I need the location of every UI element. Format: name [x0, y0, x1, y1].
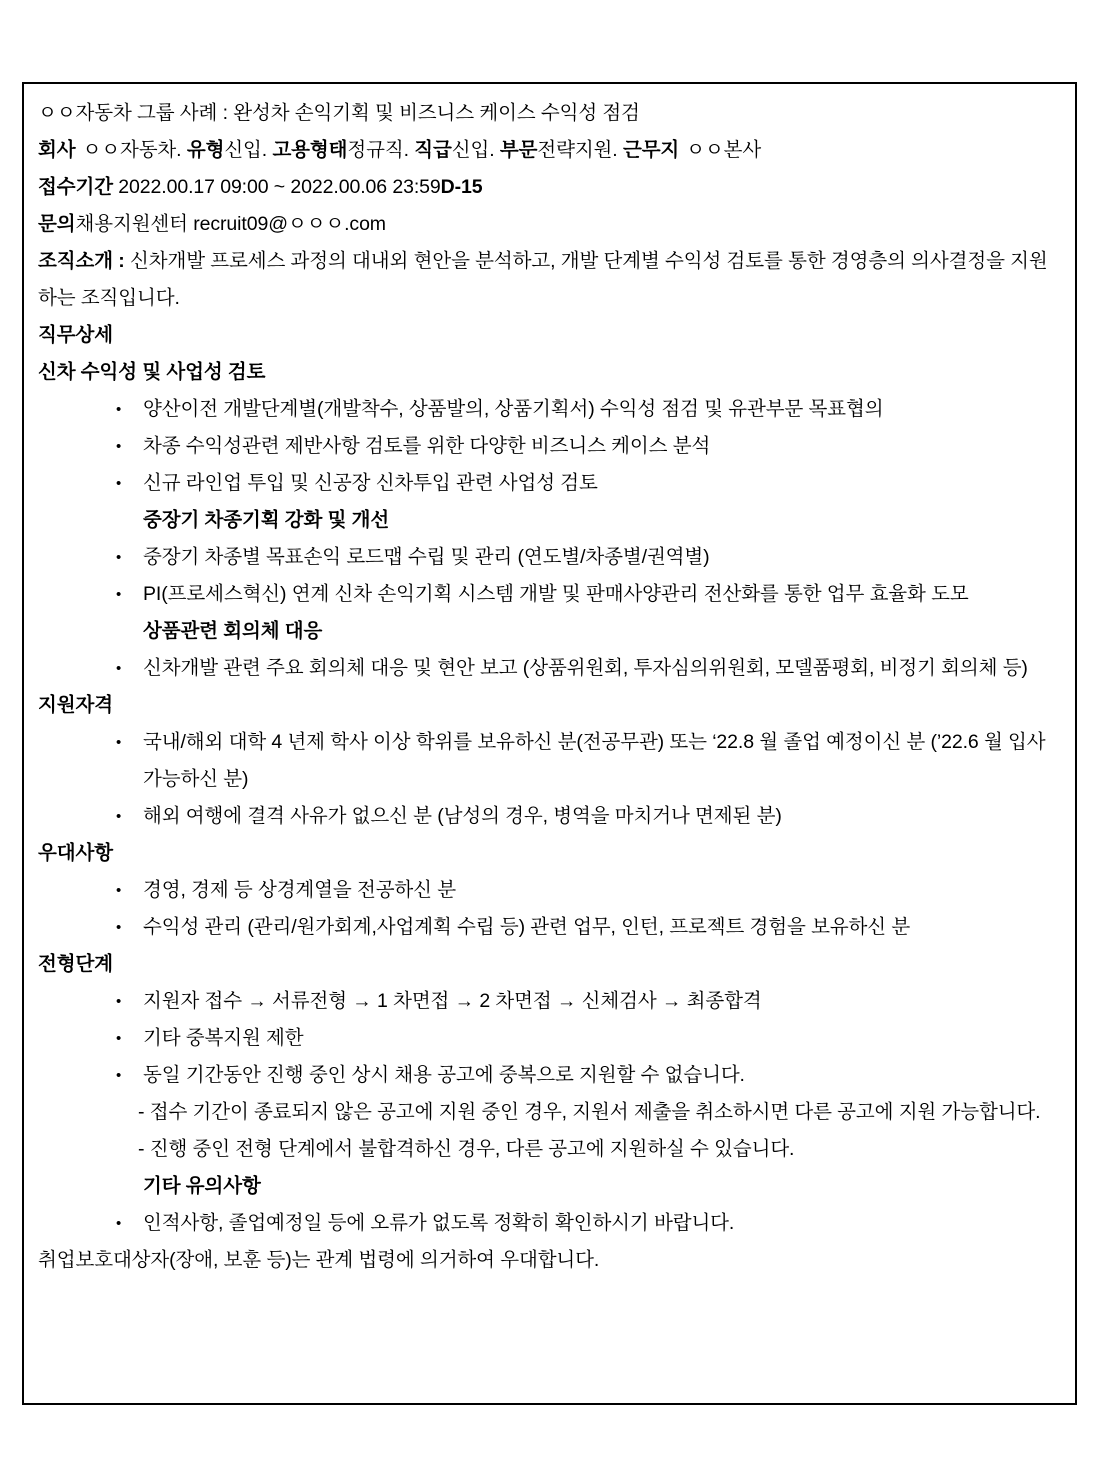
- application-period-label: 접수기간: [38, 176, 113, 198]
- document-body: [38, 94, 1061, 1279]
- list-item: • 경영, 경제 등 상경계열을 전공하신 분: [38, 872, 1061, 909]
- list-item-process-steps: • 지원자 접수 → 서류전형 → 1 차면접 → 2 차면접 → 신체검사 → 최종합격: [38, 983, 1061, 1020]
- company-label: 회사: [38, 139, 76, 161]
- contact-row: [38, 206, 1061, 243]
- org-intro-label: 조직소개 :: [38, 250, 125, 272]
- section-heading-preferences: 우대사항: [38, 842, 113, 864]
- position-label: 직급: [414, 139, 452, 161]
- position-value: 신입.: [451, 139, 495, 161]
- list-item: • 동일 기간동안 진행 중인 상시 채용 공고에 중복으로 지원할 수 없습니다.: [38, 1057, 1061, 1094]
- list-item: • 중장기 차종별 목표손익 로드맵 수립 및 관리 (연도별/차종별/권역별): [38, 539, 1061, 576]
- division-value: 전략지원.: [537, 139, 618, 161]
- list-item: • 국내/해외 대학 4 년제 학사 이상 학위를 보유하신 분(전공무관) 또는 ‘22.8 월 졸업 예정이신 분 (’22.6 월 입사 가능하신 분): [38, 724, 1061, 798]
- section-heading-qualifications: 지원자격: [38, 694, 113, 716]
- list-item: • 양산이전 개발단계별(개발착수, 상품발의, 상품기획서) 수익성 점검 및 유관부문 목표협의: [38, 391, 1061, 428]
- list-subheading: 기타 유의사항: [143, 1175, 261, 1197]
- dday-badge: D-15: [440, 176, 483, 198]
- preferences-list: [38, 872, 1061, 946]
- list-item: • 차종 수익성관련 제반사항 검토를 위한 다양한 비즈니스 케이스 분석: [38, 428, 1061, 465]
- list-item: • 신규 라인업 투입 및 신공장 신차투입 관련 사업성 검토: [38, 465, 1061, 502]
- location-label: 근무지: [622, 139, 680, 161]
- qualifications-list: [38, 724, 1061, 835]
- company-meta-row: [38, 132, 1061, 169]
- contact-value: 채용지원센터 recruit09@ㅇㅇㅇ.com: [75, 213, 386, 235]
- employment-label: 고용형태: [272, 139, 348, 161]
- list-subitem: - 접수 기간이 종료되지 않은 공고에 지원 중인 경우, 지원서 제출을 취소하시면 다른 공고에 지원 가능합니다.: [138, 1101, 1041, 1123]
- type-value: 신입.: [224, 139, 268, 161]
- application-period-value: 2022.00.17 09:00 ~ 2022.00.06 23:59: [118, 176, 441, 198]
- list-subheading: 중장기 차종기획 강화 및 개선: [143, 509, 390, 531]
- list-item: • 인적사항, 졸업예정일 등에 오류가 없도록 정확히 확인하시기 바랍니다.: [38, 1205, 1061, 1242]
- org-intro-paragraph: [38, 243, 1061, 317]
- list-item: • PI(프로세스혁신) 연계 신차 손익기획 시스템 개발 및 판매사양관리 전산화를 통한 업무 효율화 도모: [38, 576, 1061, 613]
- org-intro-text: 신차개발 프로세스 과정의 대내외 현안을 분석하고, 개발 단계별 수익성 검토를 통한 경영층의 의사결정을 지원하는 조직입니다.: [38, 250, 1048, 309]
- job-posting-document: [22, 82, 1077, 1405]
- employment-value: 정규직.: [347, 139, 409, 161]
- type-label: 유형: [186, 139, 225, 161]
- list-subitem: - 진행 중인 전형 단계에서 불합격하신 경우, 다른 공고에 지원하실 수 있습니다.: [138, 1138, 795, 1160]
- process-list: [38, 983, 1061, 1242]
- contact-label: 문의: [38, 213, 76, 235]
- list-item: • 기타 중복지원 제한: [38, 1020, 1061, 1057]
- list-item: • 신차개발 관련 주요 회의체 대응 및 현안 보고 (상품위원회, 투자심의위원회, 모델품평회, 비정기 회의체 등): [38, 650, 1061, 687]
- section-heading-process: 전형단계: [38, 953, 113, 975]
- job-detail-list: [38, 391, 1061, 687]
- footer-note: 취업보호대상자(장애, 보훈 등)는 관계 법령에 의거하여 우대합니다.: [38, 1249, 600, 1271]
- list-item: • 해외 여행에 결격 사유가 없으신 분 (남성의 경우, 병역을 마치거나 면제된 분): [38, 798, 1061, 835]
- list-item: • 수익성 관리 (관리/원가회계,사업계획 수립 등) 관련 업무, 인턴, 프로젝트 경험을 보유하신 분: [38, 909, 1061, 946]
- company-value: ㅇㅇ자동차.: [82, 139, 182, 161]
- section-heading-job-detail: 직무상세: [38, 324, 113, 346]
- posting-title: ㅇㅇ자동차 그룹 사례 : 완성차 손익기획 및 비즈니스 케이스 수익성 점검: [38, 102, 640, 124]
- section-subheading-job-detail: 신차 수익성 및 사업성 검토: [38, 361, 266, 383]
- division-label: 부문: [499, 139, 538, 161]
- application-period-row: [38, 169, 1061, 206]
- location-value: ㅇㅇ본사: [686, 139, 762, 161]
- list-subheading: 상품관련 회의체 대응: [143, 620, 323, 642]
